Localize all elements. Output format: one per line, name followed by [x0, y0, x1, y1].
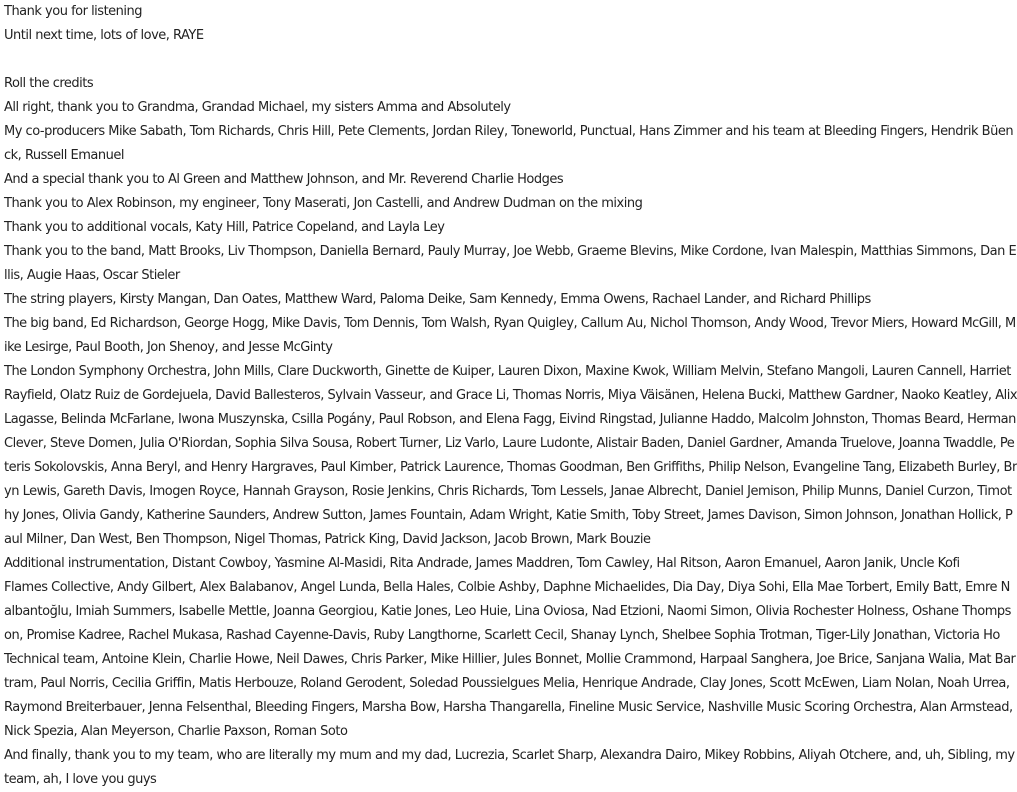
- lyric-line: The big band, Ed Richardson, George Hogg, Mike Davis, Tom Dennis, Tom Walsh, Ryan Quigley, Callum Au, Nichol Thomson, Andy Wood, Trevor Miers, Howard McGill, Mike Lesirge, Paul Booth, Jon Shenoy, and Jesse McGinty: [4, 316, 1016, 355]
- lyric-line: All right, thank you to Grandma, Grandad Michael, my sisters Amma and Absolutely: [4, 100, 511, 115]
- lyric-line: And finally, thank you to my team, who are literally my mum and my dad, Lucrezia, Scarlet Sharp, Alexandra Dairo, Mikey Robbins, Aliyah Otchere, and, uh, Sibling, my team, ah, I love you guys: [4, 748, 1015, 787]
- lyric-line: Thank you for listening: [4, 4, 143, 19]
- lyric-line: Technical team, Antoine Klein, Charlie Howe, Neil Dawes, Chris Parker, Mike Hillier, Jules Bonnet, Mollie Crammond, Harpaal Sanghera, Joe Brice, Sanjana Walia, Mat Bartram, Paul Norris, Cecilia Griffin, Matis Herbouze, Roland Gerodent, Soledad Poussielgues Melia, Henrique Andrade, Clay Jones, Scott McEwen, Liam Nolan, Noah Urrea, Raymond Breiterbauer, Jenna Felsenthal, Bleeding Fingers, Marsha Bow, Harsha Thangarella, Fineline Music Service, Nashville Music Scoring Orchestra, Alan Armstead, Nick Spezia, Alan Meyerson, Charlie Paxson, Roman Soto: [4, 652, 1016, 739]
- lyric-line: My co-producers Mike Sabath, Tom Richards, Chris Hill, Pete Clements, Jordan Riley, Toneworld, Punctual, Hans Zimmer and his team at Bleeding Fingers, Hendrik Büenck, Russell Emanuel: [4, 124, 1014, 163]
- lyric-line: The string players, Kirsty Mangan, Dan Oates, Matthew Ward, Paloma Deike, Sam Kennedy, Emma Owens, Rachael Lander, and Richard Phillips: [4, 292, 871, 307]
- lyric-line: Flames Collective, Andy Gilbert, Alex Balabanov, Angel Lunda, Bella Hales, Colbie Ashby, Daphne Michaelides, Dia Day, Diya Sohi, Ella Mae Torbert, Emily Batt, Emre Nalbantoğlu, Imiah Summers, Isabelle Mettle, Joanna Georgiou, Katie Jones, Leo Huie, Lina Oviosa, Nad Etzioni, Naomi Simon, Olivia Rochester Holness, Oshane Thompson, Promise Kadree, Rachel Mukasa, Rashad Cayenne-Davis, Ruby Langthorne, Scarlett Cecil, Shanay Lynch, Shelbee Sophia Trotman, Tiger-Lily Jonathan, Victoria Ho: [4, 580, 1011, 643]
- lyric-line: Additional instrumentation, Distant Cowboy, Yasmine Al-Masidi, Rita Andrade, James Maddren, Tom Cawley, Hal Ritson, Aaron Emanuel, Aaron Janik, Uncle Kofi: [4, 556, 960, 571]
- lyric-line: And a special thank you to Al Green and Matthew Johnson, and Mr. Reverend Charlie Hodges: [4, 172, 564, 187]
- lyric-line: Thank you to the band, Matt Brooks, Liv Thompson, Daniella Bernard, Pauly Murray, Joe Webb, Graeme Blevins, Mike Cordone, Ivan Malespin, Matthias Simmons, Dan Ellis, Augie Haas, Oscar Stieler: [4, 244, 1017, 283]
- blank-line: [4, 48, 1017, 72]
- lyric-line: Until next time, lots of love, RAYE: [4, 28, 204, 43]
- lyric-line: Thank you to additional vocals, Katy Hill, Patrice Copeland, and Layla Ley: [4, 220, 445, 235]
- lyric-line: Roll the credits: [4, 76, 94, 91]
- lyric-line: The London Symphony Orchestra, John Mills, Clare Duckworth, Ginette de Kuiper, Lauren Dixon, Maxine Kwok, William Melvin, Stefano Mangoli, Lauren Cannell, Harriet Rayfield, Olatz Ruiz de Gordejuela, David Ballesteros, Sylvain Vasseur, and Grace Li, Thomas Norris, Miya Väisänen, Helena Bucki, Matthew Gardner, Naoko Keatley, Alix Lagasse, Belinda McFarlane, Iwona Muszynska, Csilla Pogány, Paul Robson, and Elena Fagg, Eivind Ringstad, Julianne Haddo, Malcolm Johnston, Thomas Beard, Herman Clever, Steve Domen, Julia O'Riordan, Sophia Silva Sousa, Robert Turner, Liz Varlo, Laure Ludonte, Alistair Baden, Daniel Gardner, Amanda Truelove, Joanna Twaddle, Peteris Sokolovskis, Anna Beryl, and Henry Hargraves, Paul Kimber, Patrick Laurence, Thomas Goodman, Ben Griffiths, Philip Nelson, Evangeline Tang, Elizabeth Burley, Bryn Lewis, Gareth Davis, Imogen Royce, Hannah Grayson, Rosie Jenkins, Chris Richards, Tom Lessels, Janae Albrecht, Daniel Jemison, Philip Munns, Daniel Curzon, Timothy Jones, Olivia Gandy, Katherine Saunders, Andrew Sutton, James Fountain, Adam Wright, Katie Smith, Toby Street, James Davison, Simon Johnson, Jonathan Hollick, Paul Milner, Dan West, Ben Thompson, Nigel Thomas, Patrick King, David Jackson, Jacob Brown, Mark Bouzie: [4, 364, 1017, 547]
- lyric-line: Thank you to Alex Robinson, my engineer, Tony Maserati, Jon Castelli, and Andrew Dudman on the mixing: [4, 196, 643, 211]
